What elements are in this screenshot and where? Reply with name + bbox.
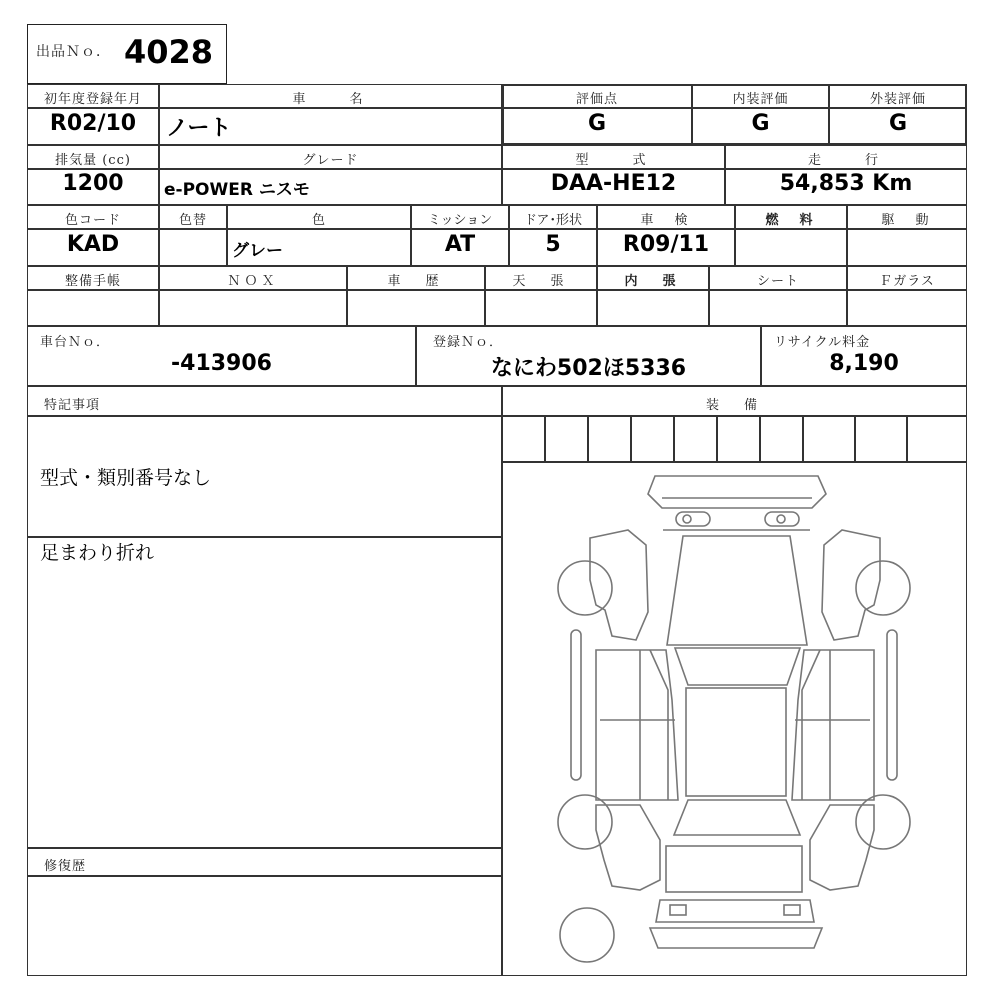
drive-label: 駆 動 <box>881 213 933 228</box>
notes-line-1: 型式・類別番号なし <box>40 467 212 489</box>
notes-line-2: 足まわり折れ <box>40 542 155 564</box>
equipment-slot <box>674 416 717 462</box>
mirrors <box>571 630 897 780</box>
displacement-value: 1200 <box>62 171 124 196</box>
transmission-value: AT <box>444 232 476 257</box>
first-reg-label: 初年度登録年月 <box>43 92 142 107</box>
registration-label: 登録Ｎｏ． <box>433 335 504 350</box>
recycle-value: 8,190 <box>829 351 899 376</box>
color-code-value: KAD <box>66 232 120 257</box>
lot-number: 4028 <box>124 33 214 71</box>
equipment-slot <box>855 416 907 462</box>
equipment-slot <box>803 416 855 462</box>
right-fender <box>822 530 910 640</box>
inspection-label: 車 検 <box>640 213 692 228</box>
windshield <box>675 648 800 685</box>
seat-label: シート <box>756 274 799 289</box>
mileage-value: 54,853 Km <box>779 171 913 196</box>
lot-number-box <box>27 24 227 84</box>
hood <box>667 536 807 645</box>
notes-label: 特記事項 <box>44 398 101 413</box>
car-name-value: ノート <box>166 116 232 141</box>
rear-window <box>674 800 800 835</box>
service-book-label: 整備手帳 <box>64 274 121 289</box>
mileage-label: 走 行 <box>807 153 884 168</box>
equipment-slot <box>588 416 631 462</box>
equipment-label: 装 備 <box>705 398 763 413</box>
chassis-label: 車台Ｎｏ． <box>40 335 111 350</box>
color-label: 色 <box>311 213 326 228</box>
color-value: グレー <box>232 241 283 261</box>
interior-score-label: 内装評価 <box>732 92 789 107</box>
model-label: 型 式 <box>575 153 652 168</box>
doors-label: ドア･形状 <box>523 213 583 228</box>
left-fender <box>558 530 648 640</box>
history-label: 車 歴 <box>387 274 445 289</box>
equipment-slot <box>907 416 967 462</box>
registration-value: なにわ502ほ5336 <box>490 356 687 381</box>
glass-label: Ｆガラス <box>879 274 935 289</box>
score-value: G <box>587 111 607 136</box>
equipment-slot <box>545 416 588 462</box>
model-value: DAA-HE12 <box>550 171 677 196</box>
rear-bumper <box>650 900 822 948</box>
first-reg-value: R02/10 <box>49 111 137 136</box>
right-doors <box>792 650 874 800</box>
car-diagram <box>502 462 967 976</box>
rear-quarters <box>558 795 910 890</box>
nox-label: ＮＯＸ <box>227 274 279 289</box>
equipment-slot <box>717 416 760 462</box>
transmission-label: ミッション <box>427 213 493 228</box>
roof <box>686 688 786 796</box>
displacement-label: 排気量 (cc) <box>55 153 131 168</box>
doors-value: 5 <box>545 232 561 257</box>
interior-lining-label: 内 張 <box>624 274 682 289</box>
score-label: 評価点 <box>575 92 618 107</box>
repair-history-label: 修復歴 <box>44 859 87 874</box>
front-bumper <box>648 476 826 530</box>
interior-score-value: G <box>751 111 770 136</box>
grade-label: グレード <box>302 153 359 168</box>
equipment-slot <box>760 416 803 462</box>
exterior-score-value: G <box>888 111 908 136</box>
left-doors <box>596 650 678 800</box>
chassis-value: -413906 <box>171 351 272 376</box>
grade-value: e-POWER ニスモ <box>164 180 310 200</box>
equipment-slot <box>502 416 545 462</box>
lot-number-label: 出品Ｎｏ． <box>36 44 111 60</box>
exterior-score-label: 外装評価 <box>869 92 926 107</box>
fuel-label: 燃 料 <box>765 213 817 228</box>
color-code-label: 色コード <box>64 213 121 228</box>
recolor-label: 色替 <box>178 213 207 228</box>
trunk <box>666 846 802 892</box>
car-name-label: 車 名 <box>292 92 369 107</box>
spare-tire <box>560 908 614 962</box>
recycle-label: リサイクル料金 <box>774 335 871 350</box>
inspection-value: R09/11 <box>622 232 710 257</box>
sunroof-label: 天 張 <box>512 274 570 289</box>
equipment-slot <box>631 416 674 462</box>
